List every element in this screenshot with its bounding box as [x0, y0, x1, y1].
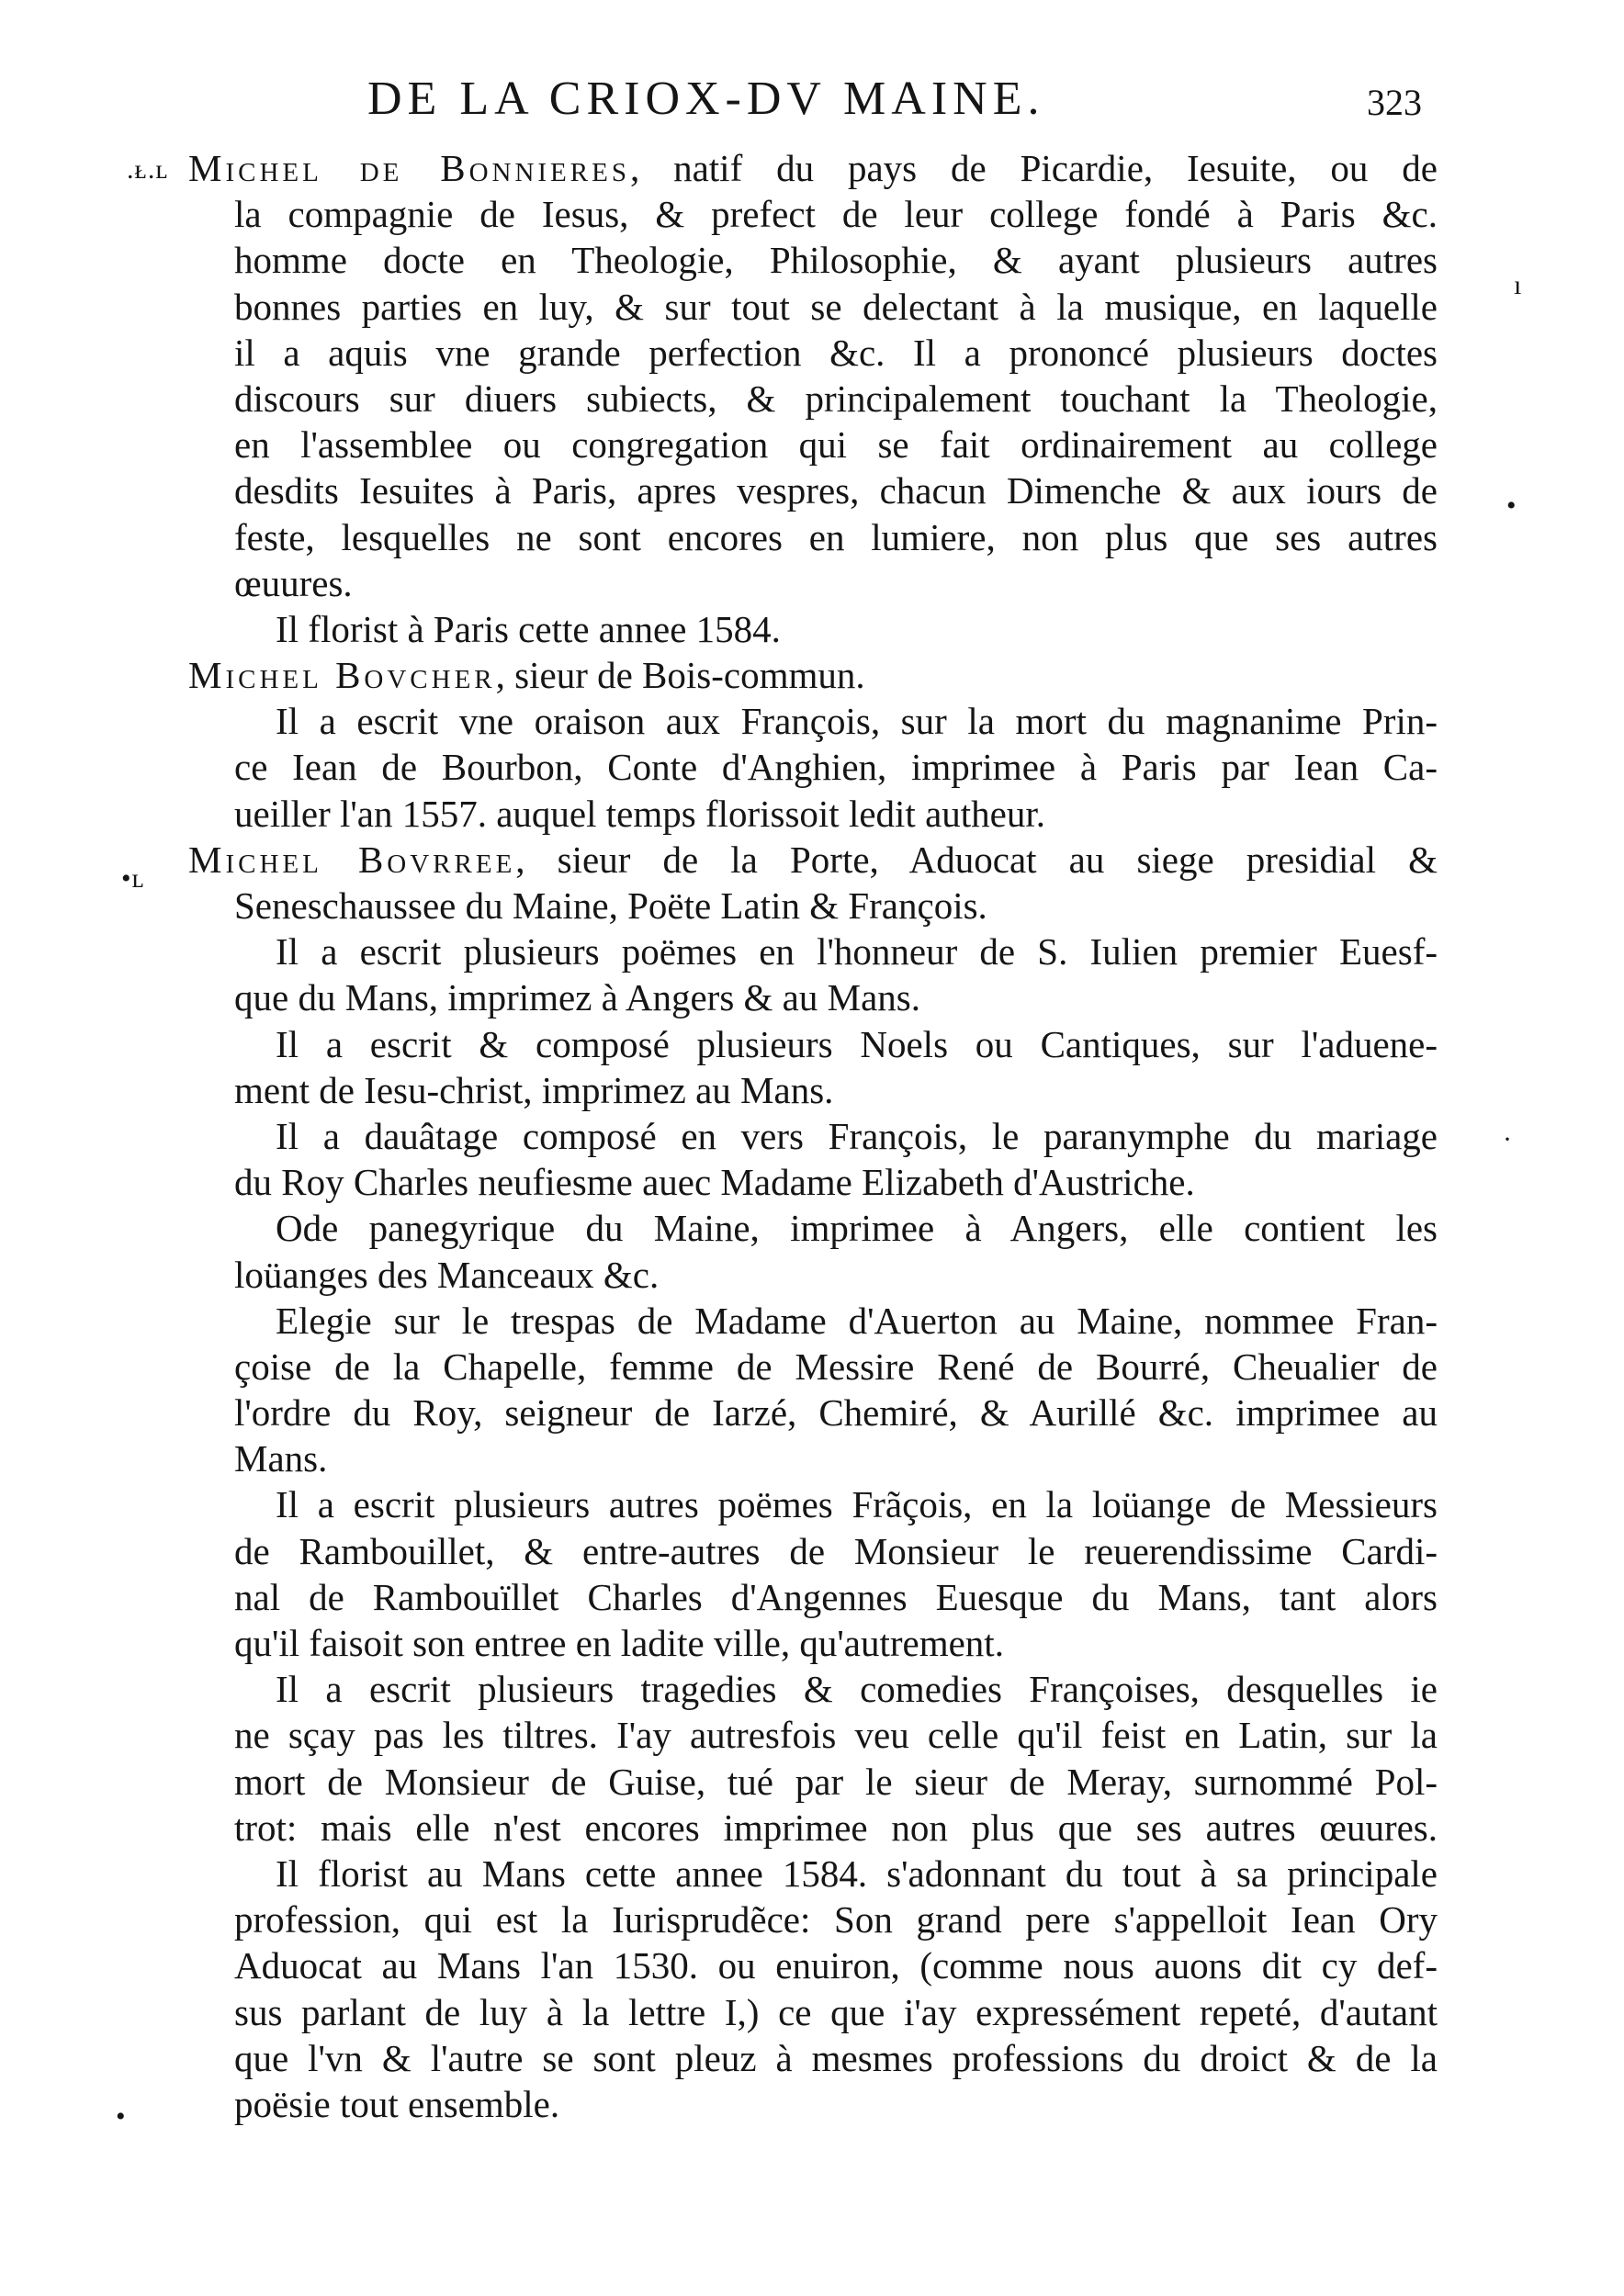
text-line: en l'assemblee ou congregation qui se fait ordinairement au college [234, 423, 1438, 467]
text-line: sus parlant de luy à la lettre I,) ce que i'ay expressément repeté, d'autant [234, 1990, 1438, 2033]
running-head: DE LA CRIOX-DV MAINE. [367, 73, 1045, 125]
margin-mark: .ᴌ.ʟ [127, 154, 169, 185]
text-line: Il florist au Mans cette annee 1584. s'adonnant du tout à sa principale [276, 1851, 1438, 1895]
text-line: trot: mais elle n'est encores imprimee non plus que ses autres œuures. [234, 1806, 1438, 1849]
text-line: Elegie sur le trespas de Madame d'Auerton au Maine, nommee Fran- [276, 1299, 1438, 1342]
text-line: ne sçay pas les tiltres. I'ay autresfois veu celle qu'il feist en Latin, sur la [234, 1714, 1438, 1757]
text-line: du Roy Charles neufiesme auec Madame Elizabeth d'Austriche. [234, 1161, 1195, 1204]
text-line: discours sur diuers subiects, & principalement touchant la Theologie, [234, 377, 1438, 420]
entry-name: Michel Bovrree [188, 838, 516, 881]
entry-name: Michel Bovcher [188, 654, 496, 697]
text-line: Il a escrit plusieurs poëmes en l'honneur de S. Iulien premier Euesf- [276, 930, 1438, 974]
text-line: que du Mans, imprimez à Angers & au Mans. [234, 976, 920, 1019]
entry-boucher-heading: Michel Bovcher, sieur de Bois-commun. [188, 654, 865, 697]
text-line: Il a escrit plusieurs autres poëmes Frãçois, en la loüange de Messieurs [276, 1483, 1438, 1526]
text-line: poësie tout ensemble. [234, 2082, 560, 2125]
entry-bonnieres-heading: Michel de Bonnieres, natif du pays de Picardie, Iesuite, ou de [188, 147, 1438, 189]
text-line: Il a escrit & composé plusieurs Noels ou Cantiques, sur l'aduene- [276, 1022, 1438, 1065]
ink-speck: • [116, 2101, 126, 2132]
page-number: 323 [1367, 82, 1422, 123]
text-line: profession, qui est la Iurisprudẽce: Son grand pere s'appelloit Iean Ory [234, 1898, 1438, 1941]
text-line: œuures. [234, 561, 353, 604]
text-line: nal de Rambouïllet Charles d'Angennes Euesque du Mans, tant alors [234, 1575, 1438, 1618]
text-line: que l'vn & l'autre se sont pleuz à mesmes professions du droict & de la [234, 2036, 1438, 2079]
text-line: ce Iean de Bourbon, Conte d'Anghien, imprimee à Paris par Iean Ca- [234, 746, 1438, 789]
text-line: Ode panegyrique du Maine, imprimee à Angers, elle contient les [276, 1207, 1438, 1250]
ink-speck: • [1506, 490, 1517, 521]
ink-speck: · [1503, 1124, 1512, 1154]
text-line: Seneschaussee du Maine, Poëte Latin & François. [234, 884, 987, 927]
text-line: desdits Iesuites à Paris, apres vespres, chacun Dimenche & aux iours de [234, 469, 1438, 512]
text-line: de Rambouillet, & entre-autres de Monsieur le reuerendissime Cardi- [234, 1529, 1438, 1572]
text-line: la compagnie de Iesus, & prefect de leur college fondé à Paris &c. [234, 193, 1438, 236]
text-line: bonnes parties en luy, & sur tout se delectant à la musique, en laquelle [234, 285, 1438, 328]
margin-mark: •ʟ [121, 863, 145, 894]
text-line: ment de Iesu-christ, imprimez au Mans. [234, 1068, 834, 1111]
text-line: mort de Monsieur de Guise, tué par le sieur de Meray, surnommé Pol- [234, 1760, 1438, 1803]
text-line: çoise de la Chapelle, femme de Messire René de Bourré, Cheualier de [234, 1345, 1438, 1388]
text-line: qu'il faisoit son entree en ladite ville, qu'autrement. [234, 1622, 1004, 1664]
florit-line: Il florist à Paris cette annee 1584. [276, 607, 781, 650]
text-line: Aduocat au Mans l'an 1530. ou enuiron, (comme nous auons dit cy def- [234, 1944, 1438, 1987]
main-text [188, 145, 1438, 2127]
text-line: Mans. [234, 1437, 328, 1480]
text-line: Il a escrit plusieurs tragedies & comedies Françoises, desquelles ie [276, 1668, 1438, 1711]
text-line: feste, lesquelles ne sont encores en lumiere, non plus que ses autres [234, 515, 1438, 558]
text-line: ueiller l'an 1557. auquel temps florissoit ledit autheur. [234, 792, 1046, 835]
text-line: Il a dauâtage composé en vers François, le paranymphe du mariage [276, 1114, 1438, 1157]
text-line: il a aquis vne grande perfection &c. Il a prononcé plusieurs doctes [234, 331, 1438, 374]
ink-speck: ı [1514, 270, 1522, 300]
text-line: loüanges des Manceaux &c. [234, 1253, 660, 1296]
text-line: homme docte en Theologie, Philosophie, & ayant plusieurs autres [234, 239, 1438, 282]
entry-bourree-heading: Michel Bovrree, sieur de la Porte, Aduocat au siege presidial & [188, 838, 1438, 881]
text-line: Il a escrit vne oraison aux François, sur la mort du magnanime Prin- [276, 700, 1438, 743]
entry-name: Michel de Bonnieres [188, 147, 630, 189]
text-line: l'ordre du Roy, seigneur de Iarzé, Chemiré, & Aurillé &c. imprimee au [234, 1391, 1438, 1435]
